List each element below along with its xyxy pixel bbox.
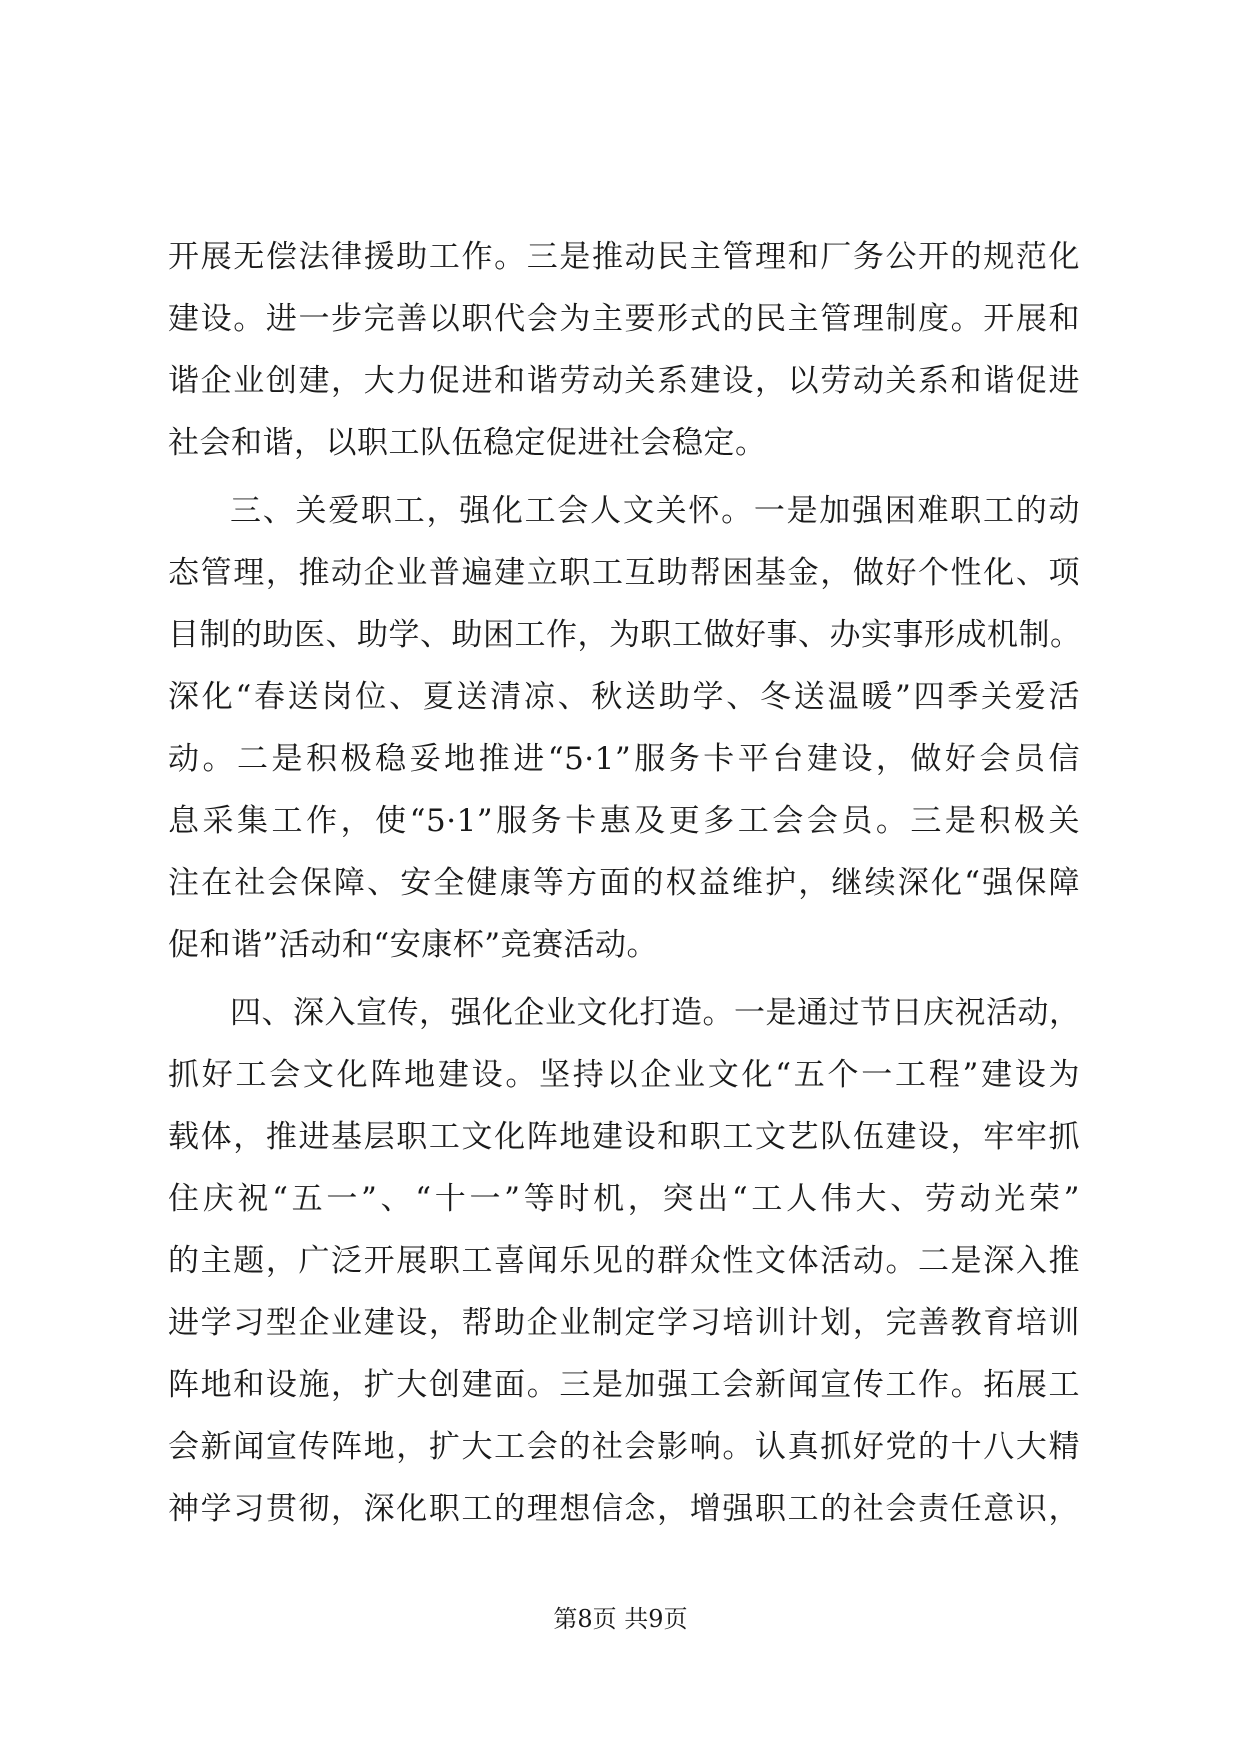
text-line: 阵地和设施，扩大创建面。三是加强工会新闻宣传工作。拓展工 — [168, 1367, 1080, 1403]
text-line: 建设。进一步完善以职代会为主要形式的民主管理制度。开展和 — [168, 301, 1080, 337]
text-line: 四、深入宣传，强化企业文化打造。一是通过节日庆祝活动， — [230, 995, 1081, 1031]
text-line: 谐企业创建，大力促进和谐劳动关系建设，以劳动关系和谐促进 — [168, 363, 1080, 399]
text-line: 息采集工作，使“5·1”服务卡惠及更多工会会员。三是积极关 — [168, 803, 1080, 839]
text-line: 开展无偿法律援助工作。三是推动民主管理和厂务公开的规范化 — [168, 239, 1080, 275]
text-line: 的主题，广泛开展职工喜闻乐见的群众性文体活动。二是深入推 — [168, 1243, 1080, 1279]
text-line: 注在社会保障、安全健康等方面的权益维护，继续深化“强保障 — [168, 865, 1080, 901]
page-number-label: 第8页 共9页 — [553, 1605, 688, 1633]
document-body — [168, 226, 1080, 1540]
text-line: 促和谐”活动和“安康杯”竞赛活动。 — [168, 927, 659, 963]
text-line: 住庆祝“五一”、“十一”等时机，突出“工人伟大、劳动光荣” — [168, 1181, 1080, 1217]
text-line: 神学习贯彻，深化职工的理想信念，增强职工的社会责任意识， — [168, 1491, 1080, 1527]
paragraph-section-three — [168, 480, 1080, 976]
text-line: 进学习型企业建设，帮助企业制定学习培训计划，完善教育培训 — [168, 1305, 1080, 1341]
text-line: 载体，推进基层职工文化阵地建设和职工文艺队伍建设，牢牢抓 — [168, 1119, 1080, 1155]
text-line: 目制的助医、助学、助困工作，为职工做好事、办实事形成机制。 — [168, 617, 1082, 653]
text-line: 抓好工会文化阵地建设。坚持以企业文化“五个一工程”建设为 — [168, 1057, 1080, 1093]
text-line: 会新闻宣传阵地，扩大工会的社会影响。认真抓好党的十八大精 — [168, 1429, 1080, 1465]
paragraph-continuation — [168, 226, 1080, 474]
page-footer — [0, 1604, 1241, 1634]
text-line: 社会和谐，以职工队伍稳定促进社会稳定。 — [168, 425, 767, 461]
text-line: 动。二是积极稳妥地推进“5·1”服务卡平台建设，做好会员信 — [168, 741, 1080, 777]
text-line: 深化“春送岗位、夏送清凉、秋送助学、冬送温暖”四季关爱活 — [168, 679, 1080, 715]
paragraph-section-four — [168, 982, 1080, 1540]
text-line: 三、关爱职工，强化工会人文关怀。一是加强困难职工的动 — [230, 493, 1080, 529]
text-line: 态管理，推动企业普遍建立职工互助帮困基金，做好个性化、项 — [168, 555, 1080, 591]
